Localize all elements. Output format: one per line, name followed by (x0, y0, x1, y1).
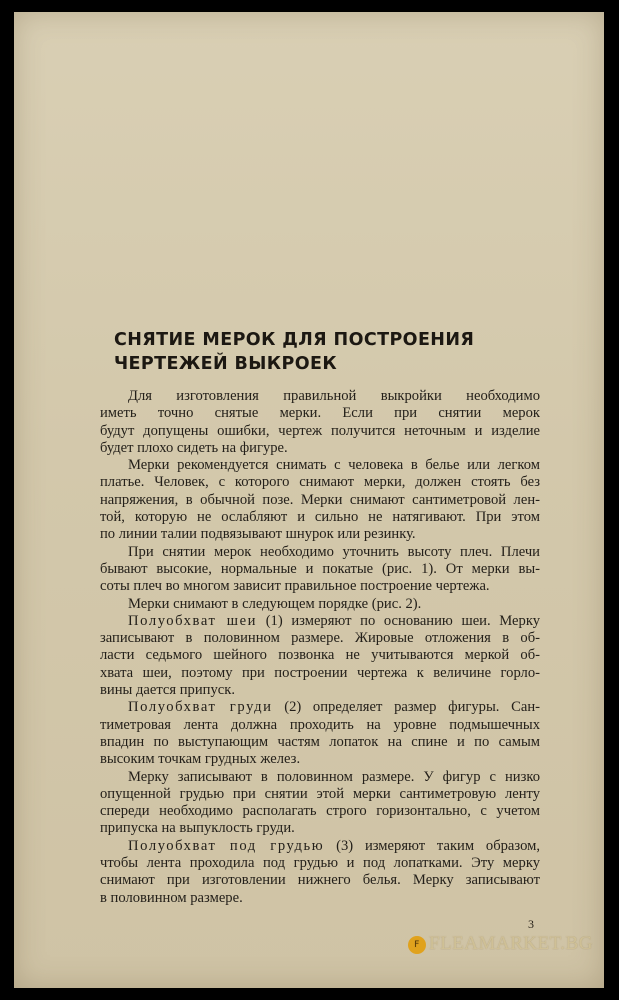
paragraph (100, 699, 540, 768)
watermark-logo-icon: F (408, 936, 426, 954)
paragraph-line: будет плохо сидеть на фигуре. (100, 439, 288, 456)
paragraph-line (100, 699, 540, 716)
paragraph-line: припуска на выпуклость груди. (100, 820, 295, 837)
paragraph-line: будут допущены ошибки, чертеж получится неточным и изделие (100, 422, 540, 439)
measurement-term: Полуобхват шеи (128, 612, 258, 629)
body-text (100, 388, 540, 907)
paragraph-line: опущенной грудью при снятии этой мерки сантиметровую ленту (100, 785, 540, 802)
paragraph-line: записывают в половинном размере. Жировые отложения в об- (100, 630, 540, 647)
section-heading (114, 328, 534, 376)
paragraph-line: впадин по выступающим частям лопаток на спине и по самым (100, 733, 540, 750)
watermark (408, 933, 593, 955)
paragraph-line: тиметровая лента должна проходить на уровне подмышечных (100, 716, 540, 733)
paragraph-line: вины дается припуск. (100, 682, 235, 699)
paragraph-line-rest: (1) измеряют по основанию шеи. Мерку (257, 612, 541, 629)
paragraph-line: спереди необходимо располагать строго горизонтально, с учетом (100, 803, 540, 820)
paragraph-line: Мерки снимают в следующем порядке (рис. 2). (128, 595, 422, 612)
paragraph-line (100, 613, 540, 630)
paragraph-line: ласти седьмого шейного позвонка не учитываются меркой об- (100, 647, 540, 664)
paragraph-line: соты плеч во многом зависит правильное построение чертежа. (100, 578, 490, 595)
watermark-text: FLEAMARKET.BG (429, 933, 593, 954)
paragraph-line: Мерки рекомендуется снимать с человека в белье или легком (128, 457, 540, 474)
paragraph-line (100, 838, 540, 855)
paragraph-line: Для изготовления правильной выкройки необходимо (128, 388, 540, 404)
paragraph (100, 769, 540, 838)
paragraph-line: хвата шеи, поэтому при построении чертежа к величине горло- (100, 664, 540, 681)
paragraph-line: платье. Человек, с которого снимают мерки, должен стоять без (100, 474, 540, 491)
paragraph (100, 544, 540, 596)
paragraph (100, 596, 540, 613)
paragraph-line: напряжения, в обычной позе. Мерки снимают сантиметровой лен- (100, 491, 540, 508)
paragraph-line: При снятии мерок необходимо уточнить высоту плеч. Плечи (128, 543, 540, 560)
paragraph-line: бывают высокие, нормальные и покатые (рис. 1). От мерки вы- (100, 560, 540, 577)
paragraph-line: той, которую не ослабляют и сильно не натягивают. При этом (100, 509, 540, 526)
heading-line-2: ЧЕРТЕЖЕЙ ВЫКРОЕК (114, 354, 338, 374)
measurement-term: Полуобхват груди (128, 699, 273, 716)
paragraph-line: в половинном размере. (100, 889, 243, 906)
paragraph (100, 613, 540, 699)
paragraph-line: чтобы лента проходила под грудью и под лопатками. Эту мерку (100, 855, 540, 872)
paragraph (100, 838, 540, 907)
measurement-term: Полуобхват под грудью (128, 837, 325, 854)
paragraph-line: высоким точкам грудных желез. (100, 751, 301, 768)
paragraph-line-rest: (3) измеряют таким образом, (324, 837, 540, 854)
heading-line-1: СНЯТИЕ МЕРОК ДЛЯ ПОСТРОЕНИЯ (114, 330, 475, 350)
paragraph (100, 457, 540, 543)
paragraph (100, 388, 540, 457)
paragraph-line: иметь точно снятые мерки. Если при снятии мерок (100, 405, 540, 422)
paragraph-line-rest: (2) определяет размер фигуры. Сан- (272, 699, 540, 716)
paragraph-line: Мерку записывают в половинном размере. У фигур с низко (128, 768, 540, 785)
paragraph-line: по линии талии подвязывают шнурок или резинку. (100, 526, 416, 543)
page-number: 3 (528, 917, 534, 931)
paragraph-line: снимают при изготовлении нижнего белья. Мерку записывают (100, 872, 540, 889)
